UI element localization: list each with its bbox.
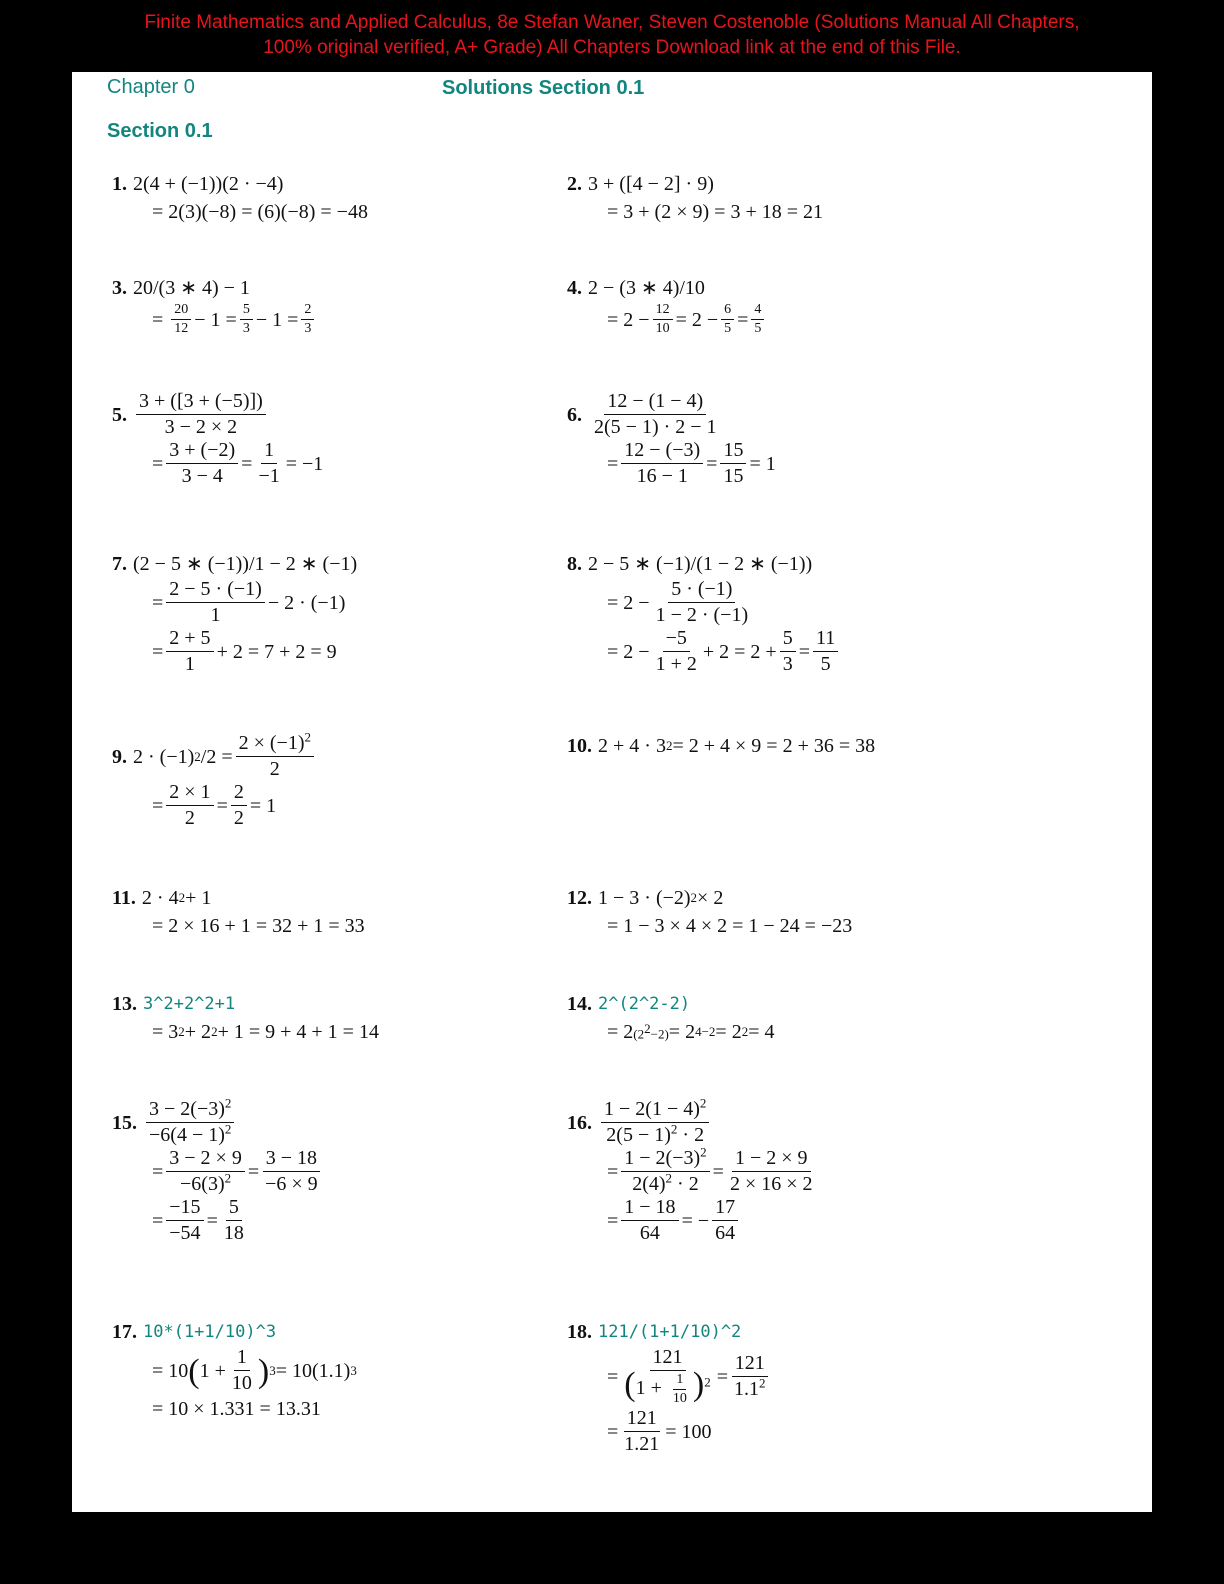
problem-13: 13. 3^2+2^2+1 = 3 2 + 2 2 + 1 = 9 + 4 + 1 = 14	[112, 990, 379, 1046]
problem-7: 7. (2 − 5 ∗ (−1))/1 − 2 ∗ (−1) = 2 − 5 · (−1) 1 − 2 · (−1) = 2 + 5 1 + 2 = 7 + 2 = 9	[112, 550, 357, 676]
problem-4: 4. 2 − (3 ∗ 4)/10 = 2 − 12 10 = 2 − 6 5 = 4 5	[567, 274, 767, 337]
problem-3: 3. 20/(3 ∗ 4) − 1 = 20 12 − 1 = 5 3 − 1 = 2 3	[112, 274, 317, 337]
problem-number: 13.	[112, 993, 137, 1015]
problem-5: 5. 3 + ([3 + (−5)]) 3 − 2 × 2 = 3 + (−2) 3 − 4 = 1 −1 = −1	[112, 390, 324, 487]
problem-6: 6. 12 − (1 − 4) 2(5 − 1) · 2 − 1 = 12 − (−3) 16 − 1 = 15 15 = 1	[567, 390, 776, 487]
problem-9: 9. 2 · (−1) 2 /2 = $2 \times (-1)^2$ 2 = 2 × 1 2 = 2 2 = 1	[112, 732, 317, 830]
calculator-expression: 121/(1+1/10)^2	[598, 1322, 742, 1342]
problem-8: 8. 2 − 5 ∗ (−1)/(1 − 2 ∗ (−1)) = 2 − 5 · (−1) 1 − 2 · (−1) = 2 − −5 1 + 2 + 2 = 2 + 5 3 = 11 5	[567, 550, 841, 676]
problem-number: 2.	[567, 173, 582, 195]
problem-18: 18. 121/(1+1/10)^2 = 121 (1 + $\frac{1}{10}$ )$^2$ = 121 $1.1^2$ = 121 1.21 = 100	[567, 1318, 772, 1456]
problem-number: 17.	[112, 1321, 137, 1343]
document-page	[72, 72, 1152, 1512]
section-heading: Section 0.1	[107, 120, 213, 142]
problem-14: 14. 2^(2^2-2) = 2 $(2^2-2)$ = 2 4−2 = 2 2 = 4	[567, 990, 774, 1046]
problem-number: 5.	[112, 403, 127, 426]
chapter-label: Chapter 0	[107, 76, 195, 98]
page-title: Solutions Section 0.1	[442, 77, 645, 99]
problem-17: 17. 10*(1+1/10)^3 = 10 ( 1 + 1 10 ) 3 = 10(1.1) 3 = 10 × 1.331 = 13.31	[112, 1318, 357, 1423]
problem-number: 15.	[112, 1111, 137, 1134]
problem-number: 18.	[567, 1321, 592, 1343]
download-banner	[0, 10, 1224, 60]
problem-number: 7.	[112, 553, 127, 575]
problem-15: 15. $3 - 2(-3)^2$ $-6(4 - 1)^2$ = 3 − 2 × 9 $-6(3)^2$ = 3 − 18 −6 × 9 = −15 −54 = 5 18	[112, 1098, 324, 1245]
problem-1: 1. 2(4 + (−1))(2 · −4) = 2(3)(−8) = (6)(−8) = −48	[112, 170, 368, 226]
problem-number: 6.	[567, 403, 582, 426]
problem-number: 1.	[112, 173, 127, 195]
problem-10: 10. 2 + 4 · 3 2 = 2 + 4 × 9 = 2 + 36 = 38	[567, 732, 875, 760]
problem-number: 14.	[567, 993, 592, 1015]
problem-number: 11.	[112, 887, 136, 909]
problem-number: 10.	[567, 735, 592, 757]
calculator-expression: 10*(1+1/10)^3	[143, 1322, 277, 1342]
banner-line-2: 100% original verified, A+ Grade) All Chapters Download link at the end of this File.	[263, 37, 961, 58]
problem-number: 4.	[567, 277, 582, 299]
problem-number: 3.	[112, 277, 127, 299]
problem-2: 2. 3 + ([4 − 2] · 9) = 3 + (2 × 9) = 3 + 18 = 21	[567, 170, 823, 226]
calculator-expression: 2^(2^2-2)	[598, 994, 691, 1014]
problem-11: 11. 2 · 4 2 + 1 = 2 × 16 + 1 = 32 + 1 = 33	[112, 884, 365, 940]
problem-12: 12. 1 − 3 · (−2) 2 × 2 = 1 − 3 × 4 × 2 = 1 − 24 = −23	[567, 884, 852, 940]
problem-number: 8.	[567, 553, 582, 575]
problem-16: 16. $1 - 2(1 - 4)^2$ $2(5 - 1)^2 \cdot 2$ = $1 - 2(-3)^2$ $2(4)^2 \cdot 2$ = 1 − 2 × 9 2 × 16 × 2 = 1 − 18 64 = − 17 64	[567, 1095, 813, 1244]
calculator-expression: 3^2+2^2+1	[143, 994, 236, 1014]
problem-number: 9.	[112, 745, 127, 768]
problem-number: 16.	[567, 1111, 592, 1134]
banner-line-1: Finite Mathematics and Applied Calculus, 8e Stefan Waner, Steven Costenoble (Solutions Manual All Chapters,	[144, 12, 1080, 33]
problem-number: 12.	[567, 887, 592, 909]
